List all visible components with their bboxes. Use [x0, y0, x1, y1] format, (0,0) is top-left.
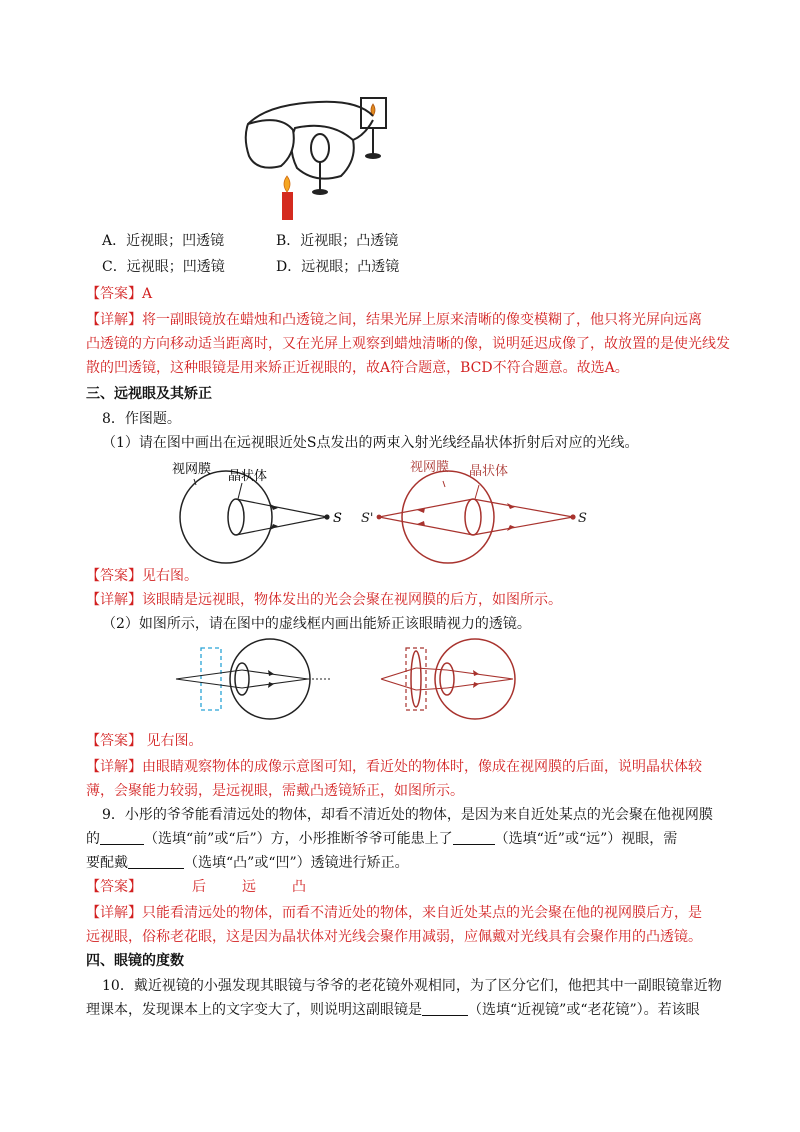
retina-label: 视网膜 — [172, 462, 212, 477]
q7-detail-line-2: 凸透镜的方向移动适当距离时，又在光屏上观察到蜡烛清晰的像，说明延迟成像了，故放置的是使光线发 — [86, 336, 730, 352]
q9-detail-line-1: 【详解】只能看清远处的物体，而看不清近处的物体，来自近处某点的光会聚在他的视网膜后方，是 — [86, 905, 702, 921]
q7-detail-line-3: 散的凹透镜，这种眼镜是用来矫正近视眼的，故A符合题意，BCD不符合题意。故选A。 — [86, 360, 629, 376]
lens-label-answer: 晶状体 — [469, 464, 509, 479]
q9-line-3-a: 要配戴 — [86, 855, 128, 871]
hyperopia-eye-figure — [170, 455, 350, 565]
q8-part2-text: （2）如图所示，请在图中的虚线框内画出能矫正该眼睛视力的透镜。 — [102, 616, 531, 632]
hyperopia-answer-figure — [361, 455, 595, 565]
q9-answer-2: 远 — [242, 879, 256, 895]
q9-line-2-c: （选填“近”或“远”）视眼，需 — [494, 831, 678, 847]
q10-line-2 — [86, 999, 700, 1021]
q9-blank-2[interactable] — [453, 830, 495, 845]
lens-label: 晶状体 — [228, 469, 268, 484]
q9-line-2-a: 的 — [86, 831, 100, 847]
q9-line-3-b: （选填“凸”或“凹”）透镜进行矫正。 — [184, 855, 409, 871]
q10-blank-1[interactable] — [422, 1001, 468, 1016]
glasses-candle-screen-figure — [240, 90, 410, 225]
q10-line-1: 10．戴近视镜的小强发现其眼镜与爷爷的老花镜外观相同，为了区分它们，他把其中一副眼镜靠近物 — [102, 978, 722, 994]
q8-detail-1: 【详解】该眼睛是远视眼，物体发出的光会会聚在视网膜的后方，如图所示。 — [86, 592, 562, 608]
q9-answer-label: 【答案】 — [86, 879, 142, 895]
q9-answer-3: 凸 — [292, 879, 306, 895]
q7-answer: 【答案】A — [86, 286, 153, 302]
retina-label-answer: 视网膜 — [410, 460, 450, 475]
correction-answer-figure — [375, 638, 545, 723]
q8-part1-text: （1）请在图中画出在远视眼近处S点发出的两束入射光线经晶状体折射后对应的光线。 — [102, 435, 639, 451]
section-4-title: 四、眼镜的度数 — [86, 953, 184, 969]
option-c: C．远视眼；凹透镜 — [102, 259, 225, 275]
q10-line-2-b: （选填“近视镜”或“老花镜”）。若该眼 — [468, 1002, 700, 1018]
q10-line-2-a: 理课本，发现课本上的文字变大了，则说明这副眼镜是 — [86, 1002, 422, 1018]
option-a: A．近视眼；凹透镜 — [102, 233, 225, 249]
q9-answer — [86, 876, 306, 898]
q9-blank-1[interactable] — [100, 830, 144, 845]
q8-detail-2-line-1: 【详解】由眼睛观察物体的成像示意图可知，看近处的物体时，像成在视网膜的后面，说明晶状体较 — [86, 759, 702, 775]
section-3-title: 三、远视眼及其矫正 — [86, 386, 212, 402]
correction-eye-figure — [170, 638, 340, 723]
option-d: D．远视眼；凸透镜 — [276, 259, 400, 275]
point-s-prime-label: S' — [361, 511, 374, 526]
option-b: B．近视眼；凸透镜 — [276, 233, 399, 249]
point-s-label-answer: S — [578, 511, 587, 526]
q9-line-2-b: （选填“前”或“后”）方，小彤推断爷爷可能患上了 — [144, 831, 453, 847]
q9-line-3 — [86, 852, 409, 874]
q7-detail-line-1: 【详解】将一副眼镜放在蜡烛和凸透镜之间，结果光屏上原来清晰的像变模糊了，他只将光屏向远离 — [86, 312, 702, 328]
q9-line-1: 9．小彤的爷爷能看清远处的物体，却看不清近处的物体，是因为来自近处某点的光会聚在他视网膜 — [102, 807, 713, 823]
q8-stem: 8．作图题。 — [102, 411, 181, 427]
q8-detail-2-line-2: 薄，会聚能力较弱，是远视眼，需戴凸透镜矫正，如图所示。 — [86, 783, 464, 799]
q9-blank-3[interactable] — [128, 854, 184, 869]
q9-line-2 — [86, 828, 677, 850]
q9-answer-1: 后 — [192, 879, 206, 895]
q8-answer-1: 【答案】见右图。 — [86, 568, 198, 584]
q8-answer-2: 【答案】 见右图。 — [86, 733, 203, 749]
q9-detail-line-2: 远视眼，俗称老花眼，这是因为晶状体对光线会聚作用减弱，应佩戴对光线具有会聚作用的凸透镜。 — [86, 929, 702, 945]
point-s-label: S — [333, 511, 342, 526]
